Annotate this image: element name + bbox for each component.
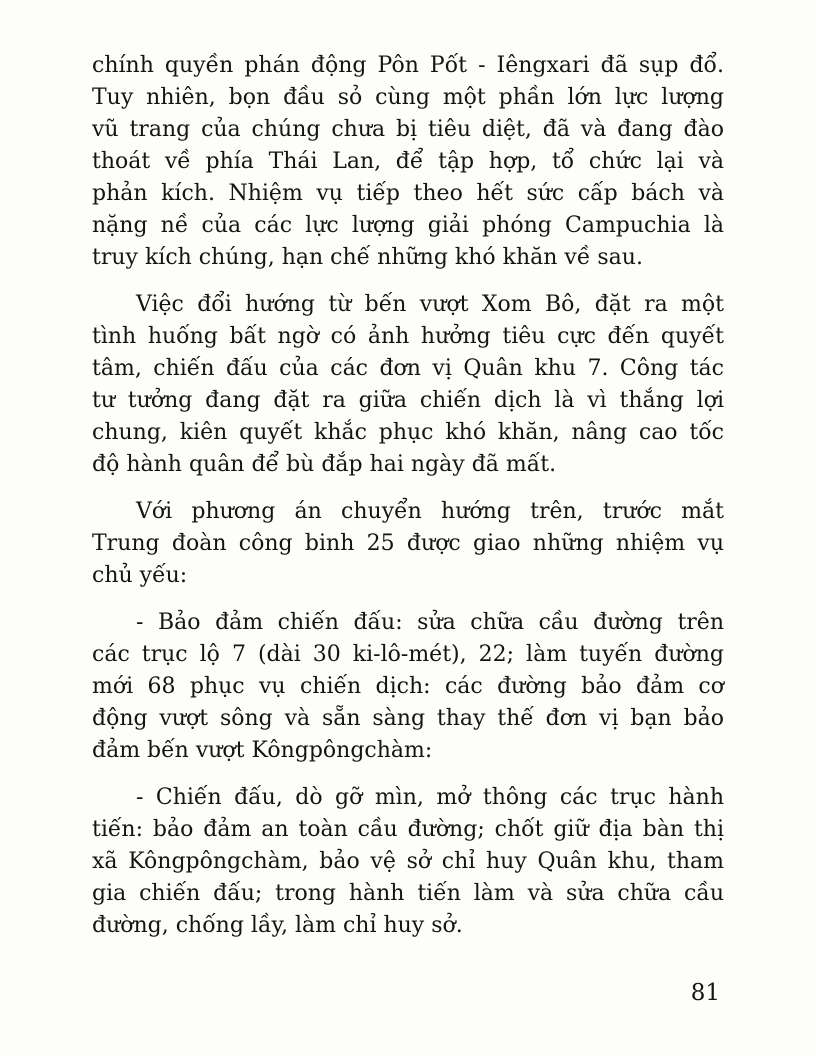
text-line: đường, chống lầy, làm chỉ huy sở. — [92, 913, 463, 938]
text-line: vũ trang của chúng chưa bị tiêu diệt, đã và đang đào — [92, 117, 724, 142]
text-line: chủ yếu: — [92, 563, 188, 588]
text-line: độ hành quân để bù đắp hai ngày đã mất. — [92, 452, 557, 477]
text-line: Tuy nhiên, bọn đầu sỏ cùng một phần lớn lực lượng — [92, 85, 724, 110]
text-block — [92, 50, 724, 957]
text-line: chính quyền phán động Pôn Pốt - Iêngxari đã sụp đổ. — [92, 53, 724, 78]
paragraph — [92, 50, 724, 274]
text-line: mới 68 phục vụ chiến dịch: các đường bảo đảm cơ — [92, 674, 724, 699]
text-line: Với phương án chuyển hướng trên, trước mắt — [136, 499, 724, 524]
paragraph — [92, 782, 724, 942]
text-line: động vượt sông và sẵn sàng thay thế đơn vị bạn bảo — [92, 706, 724, 731]
text-line: Trung đoàn công binh 25 được giao những nhiệm vụ — [92, 531, 724, 556]
text-line: tình huống bất ngờ có ảnh hưởng tiêu cực đến quyết — [92, 324, 724, 349]
text-line: tiến: bảo đảm an toàn cầu đường; chốt giữ địa bàn thị — [92, 817, 724, 842]
text-line: các trục lộ 7 (dài 30 ki-lô-mét), 22; làm tuyến đường — [92, 642, 724, 667]
text-line: chung, kiên quyết khắc phục khó khăn, nâng cao tốc — [92, 420, 724, 445]
text-line: đảm bến vượt Kôngpôngchàm: — [92, 738, 433, 763]
text-line: - Chiến đấu, dò gỡ mìn, mở thông các trục hành — [136, 785, 724, 810]
paragraph — [92, 607, 724, 767]
paragraph — [92, 289, 724, 481]
text-line: Việc đổi hướng từ bến vượt Xom Bô, đặt ra một — [136, 292, 724, 317]
text-line: xã Kôngpôngchàm, bảo vệ sở chỉ huy Quân khu, tham — [92, 849, 724, 874]
text-line: truy kích chúng, hạn chế những khó khăn về sau. — [92, 245, 643, 270]
text-line: nặng nề của các lực lượng giải phóng Campuchia là — [92, 213, 724, 238]
text-line: - Bảo đảm chiến đấu: sửa chữa cầu đường trên — [136, 610, 724, 635]
text-line: gia chiến đấu; trong hành tiến làm và sửa chữa cầu — [92, 881, 724, 906]
text-line: thoát về phía Thái Lan, để tập hợp, tổ chức lại và — [92, 149, 724, 174]
text-line: tư tưởng đang đặt ra giữa chiến dịch là vì thắng lợi — [92, 388, 724, 413]
page-number: 81 — [690, 980, 720, 1006]
paragraph — [92, 496, 724, 592]
text-line: phản kích. Nhiệm vụ tiếp theo hết sức cấp bách và — [92, 181, 724, 206]
text-line: tâm, chiến đấu của các đơn vị Quân khu 7. Công tác — [92, 356, 724, 381]
